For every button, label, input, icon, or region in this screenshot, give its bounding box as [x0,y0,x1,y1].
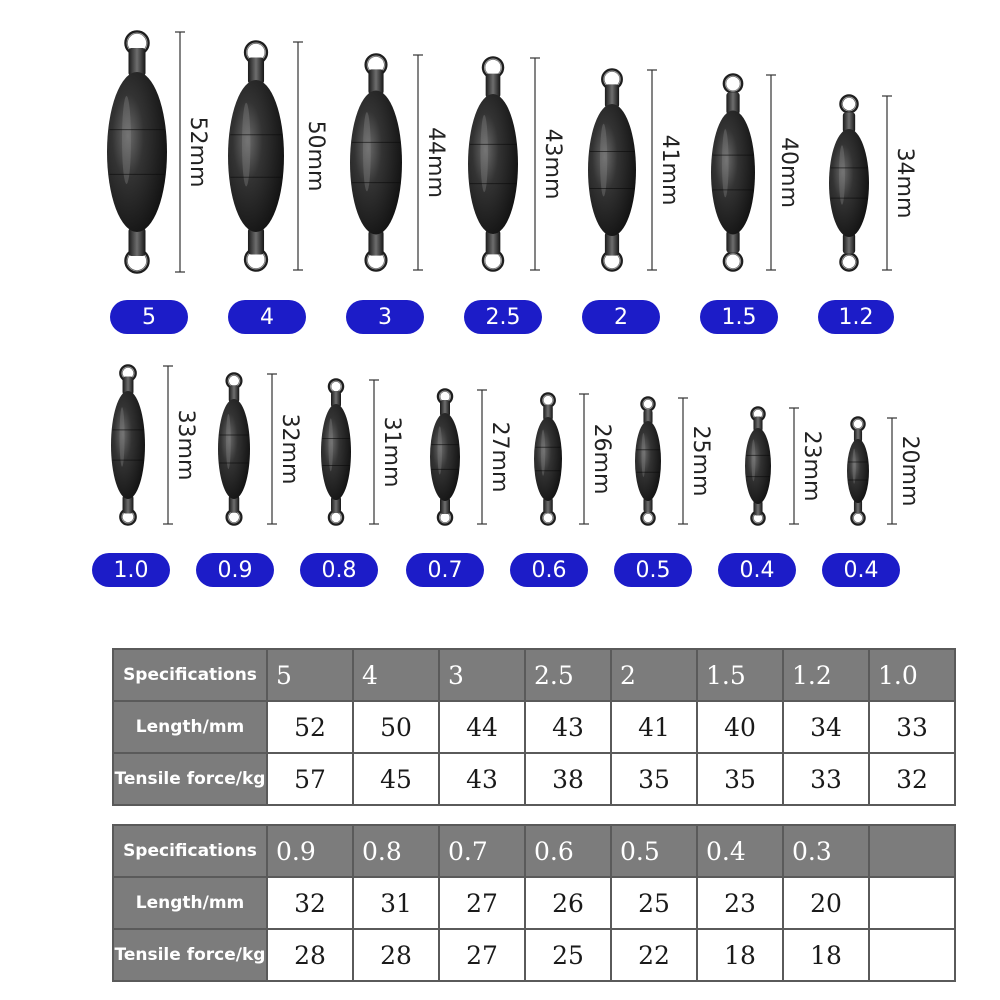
value-cell: 28 [353,929,439,981]
ring-highlight [543,513,553,523]
spec-cell: 5 [267,649,353,701]
length-label: 32mm [277,413,302,485]
size-badge-label: 1.5 [721,305,757,330]
size-badge [510,553,588,587]
ring-highlight [853,419,863,429]
row-header: Tensile force/kg [113,753,267,805]
sinker-item [822,418,922,587]
value-cell: 27 [439,877,525,929]
row-header: Specifications [113,649,267,701]
spec-cell: 0.8 [353,825,439,877]
size-badge [92,553,170,587]
value-cell: 35 [611,753,697,805]
ring-highlight [853,513,863,523]
size-badge [582,300,660,334]
ring-highlight [842,97,856,111]
row-header: Tensile force/kg [113,929,267,981]
ring-highlight [485,252,502,269]
size-badge [818,300,894,334]
sinker-item [510,394,614,587]
ring-highlight [725,76,740,91]
value-cell: 43 [439,753,525,805]
top-ring-icon [852,418,864,430]
length-label: 25mm [688,425,713,497]
sinker-body-icon [829,129,869,237]
sinker-item [464,58,565,334]
sinker-item [614,398,713,587]
ring-highlight [331,381,342,392]
sinker-item [406,390,512,587]
value-cell: 34 [783,701,869,753]
body-highlight [242,103,250,187]
tensile-row [113,929,955,981]
spec-row [113,825,955,877]
spec-row [113,649,955,701]
tensile-row [113,753,955,805]
top-ring-icon [841,96,857,112]
row-header: Length/mm [113,701,267,753]
sinker-item [107,32,210,334]
value-cell: 57 [267,753,353,805]
bottom-ring-icon [841,254,857,270]
size-badge [700,300,778,334]
sinker-item [196,374,302,587]
top-ring-icon [724,75,741,92]
bottom-ring-icon [852,512,864,524]
size-badge-label: 0.5 [635,558,671,583]
body-highlight [541,430,545,476]
sinker-body-icon [534,417,562,501]
sinker-body-icon [218,399,250,499]
value-cell: 31 [353,877,439,929]
spec-cell: 3 [439,649,525,701]
value-cell: 18 [783,929,869,981]
size-badge [346,300,424,334]
body-highlight [363,112,371,191]
sinker-item [818,96,917,334]
value-cell [869,877,955,929]
sinker-body-icon [111,391,145,499]
sinker-body-icon [321,404,351,500]
body-highlight [226,414,231,469]
body-highlight [853,449,856,484]
size-badge-label: 4 [260,305,274,330]
size-badge [228,300,306,334]
row-header: Length/mm [113,877,267,929]
sinker-item [582,70,682,334]
bottom-swivel-icon [129,228,146,256]
ring-highlight [228,511,240,523]
top-ring-icon [642,398,654,410]
spec-cell: 0.6 [525,825,611,877]
value-cell [869,929,955,981]
spec-cell: 0.4 [697,825,783,877]
spec-cell: 1.2 [783,649,869,701]
size-badge [300,553,378,587]
spec-cell: 2.5 [525,649,611,701]
value-cell: 35 [697,753,783,805]
sinker-body-icon [228,80,284,232]
body-highlight [722,129,729,197]
size-badge-label: 0.4 [843,558,879,583]
value-cell: 52 [267,701,353,753]
body-highlight [642,433,646,477]
bottom-ring-icon [724,253,741,270]
length-label: 20mm [897,435,922,507]
top-swivel-icon [129,48,146,76]
body-highlight [752,439,756,481]
top-ring-icon [542,394,554,406]
spec-cell: 0.9 [267,825,353,877]
body-highlight [481,115,489,192]
value-cell: 18 [697,929,783,981]
value-cell: 33 [869,701,955,753]
sinker-item [300,380,404,587]
sinker-body-icon [711,111,755,235]
value-cell: 25 [611,877,697,929]
size-badge-label: 1.2 [838,305,874,330]
size-badge [614,553,692,587]
size-badge [196,553,274,587]
length-label: 26mm [589,423,614,495]
body-highlight [329,418,334,471]
ring-highlight [842,255,856,269]
bottom-ring-icon [542,512,554,524]
sinker-body-icon [635,421,661,501]
value-cell: 20 [783,877,869,929]
length-label: 34mm [892,147,917,219]
sinker-body-icon [350,91,402,235]
spec-table-2 [112,824,956,982]
sinker-body-icon [468,94,518,234]
size-badge [718,553,796,587]
ring-highlight [331,512,342,523]
spec-table-1 [112,648,956,806]
sinker-item [346,55,448,334]
value-cell: 25 [525,929,611,981]
length-label: 41mm [657,134,682,206]
sinker-item [228,42,328,334]
length-row [113,701,955,753]
spec-cell: 4 [353,649,439,701]
size-badge-label: 0.4 [739,558,775,583]
value-cell: 22 [611,929,697,981]
ring-highlight [725,254,740,269]
size-badge [822,553,900,587]
size-badge-label: 0.7 [427,558,463,583]
body-highlight [839,145,845,204]
size-badge-label: 0.9 [217,558,253,583]
length-label: 23mm [799,430,824,502]
value-cell: 40 [697,701,783,753]
body-highlight [122,96,131,184]
length-label: 52mm [185,116,210,188]
sinker-item [92,366,198,587]
size-badge-label: 1.0 [113,558,149,583]
value-cell: 50 [353,701,439,753]
value-cell: 45 [353,753,439,805]
value-cell: 32 [267,877,353,929]
ring-highlight [643,513,653,523]
spec-cell [869,825,955,877]
length-label: 43mm [540,128,565,200]
size-badge-label: 3 [378,305,392,330]
spec-cell: 2 [611,649,697,701]
length-label: 33mm [173,409,198,481]
length-label: 50mm [303,120,328,192]
sinker-item [718,408,824,587]
size-badge-label: 5 [142,305,156,330]
sinker-body-icon [107,72,167,232]
value-cell: 26 [525,877,611,929]
sinker-body-icon [430,413,460,501]
ring-highlight [643,399,653,409]
size-badge-label: 0.8 [321,558,357,583]
value-cell: 44 [439,701,525,753]
length-label: 44mm [423,127,448,198]
value-cell: 41 [611,701,697,753]
size-badge [110,300,188,334]
sinker-body-icon [745,428,771,504]
row-header: Specifications [113,825,267,877]
size-badge-label: 0.6 [531,558,567,583]
ring-highlight [543,395,553,405]
body-highlight [600,124,607,197]
length-label: 40mm [776,137,801,208]
size-badge-label: 2 [614,305,628,330]
ring-highlight [485,59,502,76]
value-cell: 33 [783,753,869,805]
body-highlight [438,426,443,474]
bottom-ring-icon [642,512,654,524]
spec-cell: 0.5 [611,825,697,877]
spec-cell: 0.3 [783,825,869,877]
sinker-body-icon [847,439,869,503]
body-highlight [120,407,125,466]
length-label: 31mm [379,416,404,488]
spec-cell: 1.5 [697,649,783,701]
length-row [113,877,955,929]
spec-cell: 1.0 [869,649,955,701]
spec-cell: 0.7 [439,825,525,877]
ring-highlight [228,375,240,387]
size-badge-label: 2.5 [485,305,521,330]
sinker-item [700,75,801,334]
sinker-body-icon [588,104,636,236]
size-badge [464,300,542,334]
value-cell: 27 [439,929,525,981]
value-cell: 32 [869,753,955,805]
value-cell: 43 [525,701,611,753]
value-cell: 28 [267,929,353,981]
value-cell: 23 [697,877,783,929]
value-cell: 38 [525,753,611,805]
length-label: 27mm [487,421,512,493]
size-badge [406,553,484,587]
